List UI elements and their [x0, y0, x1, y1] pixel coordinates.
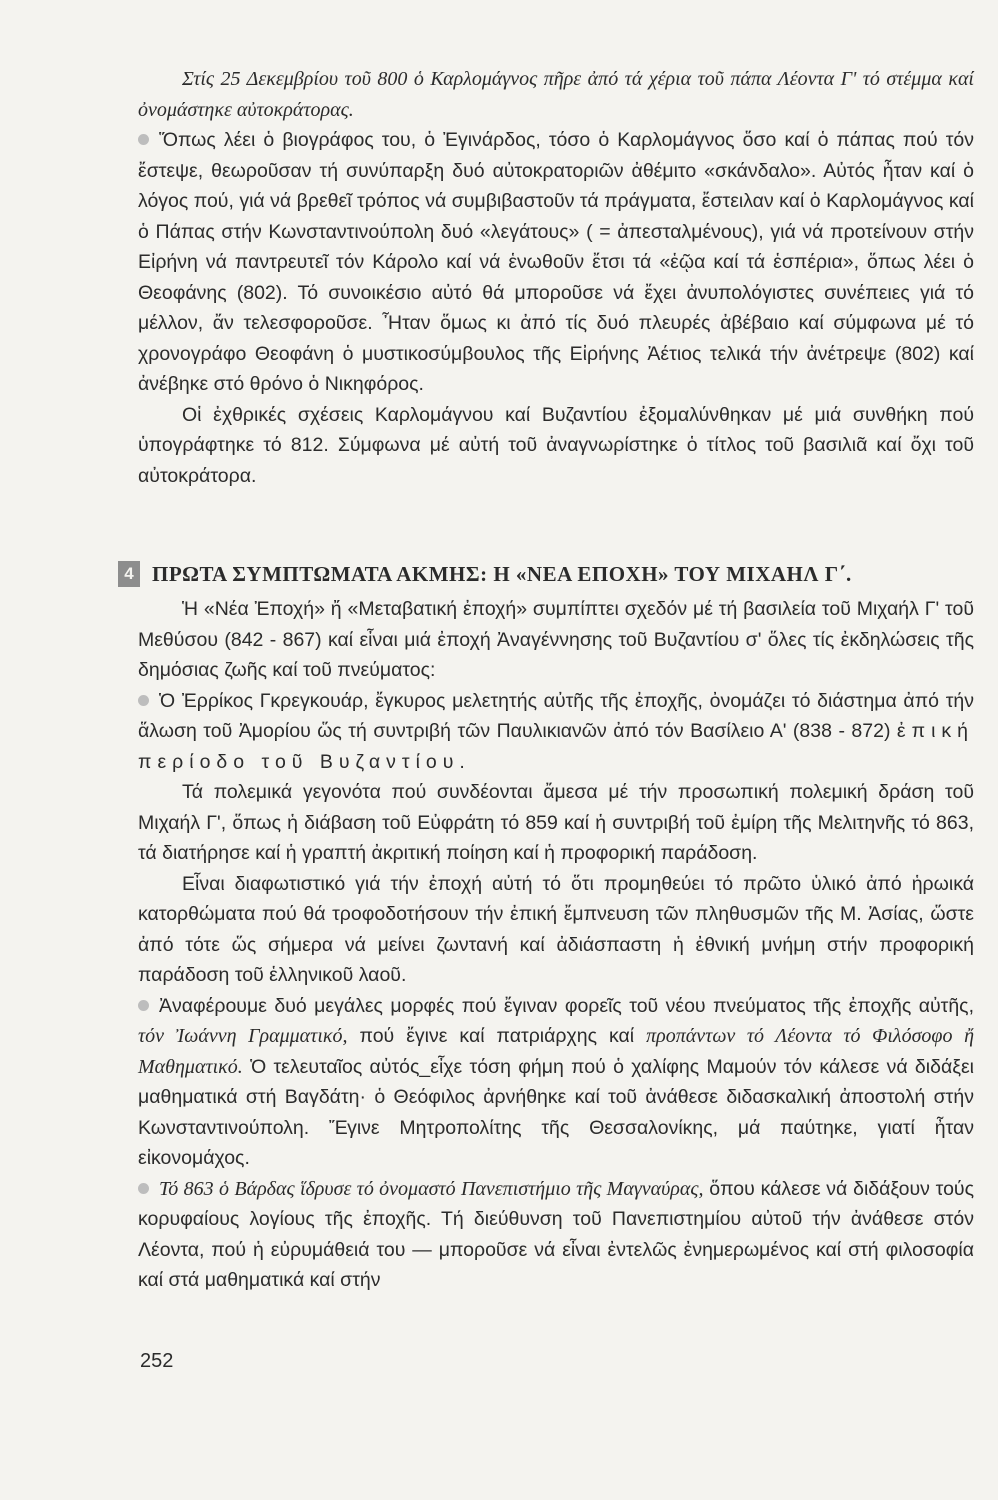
bullet-icon [138, 1183, 149, 1194]
spaced-emphasis: ἐπική περίοδο τοῦ Βυζαντίου. [138, 720, 974, 773]
bullet-icon [138, 1000, 149, 1011]
section-heading [118, 558, 852, 590]
page-number: 252 [140, 1350, 174, 1372]
paragraph-gregoire: Ὁ Ἐρρίκος Γκρεγκουάρ, ἔγκυρος μελετητής αὐτῆς τῆς ἐποχῆς, ὀνομάζει τό διάστημα ἀπό τήν ἅλωση τοῦ Ἀμορίου ὥς τή συντριβή τῶν Παυλικιανῶν ἀπό τόν Βασίλειο Α' (838 - 872) ἐπική περίοδο τοῦ Βυζαντίου. [138, 689, 974, 773]
paragraph-great-figures: Ἀναφέρουμε δυό μεγάλες μορφές πού ἔγιναν φορεῖς τοῦ νέου πνεύματος τῆς ἐποχῆς αὐτῆς, τόν Ἰωάννη Γραμματικό, πού ἔγινε καί πατριάρχης καί προπάντων τό Λέοντα τό Φιλόσοφο ἤ Μαθηματικό. Ὁ τελευταῖος αὐτός_εἶχε τόση φήμη πού ὁ χαλίφης Μαμούν τόν κάλεσε νά διδάξει μαθηματικά στή Βαγδάτη· ὁ Θεόφιλος ἀρνήθηκε καί τοῦ ἀνάθεσε διδασκαλική ἀποστολή στήν Κωνσταντινούπολη. Ἔγινε Μητροπολίτης τῆς Θεσσαλονίκης, μά παύτηκε, γιατί ἦταν εἰκονομάχος. [138, 994, 975, 1169]
bullet-icon [138, 695, 149, 706]
section-title: ΠΡΩΤΑ ΣΥΜΠΤΩΜΑΤΑ ΑΚΜΗΣ: Η «ΝΕΑ ΕΠΟΧΗ» ΤΟΥ ΜΙΧΑΗΛ Γ΄. [152, 561, 852, 586]
section-4-text [138, 594, 974, 1296]
paragraph-treaty-812: Οἱ ἐχθρικές σχέσεις Καρλομάγνου καί Βυζαντίου ἐξομαλύνθηκαν μέ μιά συνθήκη πού ὑπογράφτηκε τό 812. Σύμφωνα μέ αὐτή τοῦ ἀναγνωρίστηκε ὁ τίτλος τοῦ βασιλιᾶ καί ὄχι τοῦ αὐτοκράτορα. [138, 403, 974, 487]
paragraph-magnaura-university: Τό 863 ὁ Βάρδας ἵδρυσε τό ὀνομαστό Πανεπιστήμιο τῆς Μαγναύρας, ὅπου κάλεσε νά διδάξουν τούς κορυφαίους λογίους τῆς ἐποχῆς. Τή διεύθυνση τοῦ Πανεπιστημίου αὐτοῦ τήν ἀνάθεσε στόν Λέοντα, πού ἡ εὐρυμάθειά του — μποροῦσε νά εἶναι ἐντελῶς ἐνημερωμένος καί στή φιλοσοφία καί στά μαθηματικά καί στήν [138, 1177, 974, 1291]
paragraph-new-era: Ἡ «Νέα Ἐποχή» ἤ «Μεταβατική ἐποχή» συμπίπτει σχεδόν μέ τή βασιλεία τοῦ Μιχαήλ Γ' τοῦ Μεθύσου (842 - 867) καί εἶναι μιά ἐποχή Ἀναγέννησης τοῦ Βυζαντίου σ' ὅλες τίς ἐκδηλώσεις τῆς δημόσιας ζωῆς καί τοῦ πνεύματος: [138, 598, 974, 681]
section-number-badge: 4 [118, 561, 140, 587]
paragraph-epic-inspiration: Εἶναι διαφωτιστικό γιά τήν ἐποχή αὐτή τό ὅτι προμηθεύει τό πρῶτο ὑλικό ἀπό ἡρωικά κατορθώματα πού θά τροφοδοτήσουν τήν ἐπική ἔμπνευση τῶν πληθυσμῶν τῆς Μ. Ἀσίας, ὥστε ἀπό τότε ὥς σήμερα νά μείνει ζωντανή καί ἀδιάσπαστη ἡ ἐθνική μνήμη στήν προφορική παράδοση τοῦ ἑλληνικοῦ λαοῦ. [138, 872, 974, 986]
paragraph-einhard: Ὅπως λέει ὁ βιογράφος του, ὁ Ἐγινάρδος, τόσο ὁ Καρλομάγνος ὅσο καί ὁ πάπας πού τόν ἔστεψε, θεωροῦσαν τή συνύπαρξη δυό αὐτοκρατοριῶν ἀθέμιτο «σκάνδαλο». Αὐτός ἦταν καί ὁ λόγος πού, γιά νά βρεθεῖ τρόπος νά συμβιβαστοῦν τά πράγματα, ἔστειλαν καί ὁ Καρλομάγνος καί ὁ Πάπας στήν Κωνσταντινούπολη δυό «λεγάτους» ( = ἀπεσταλμένους), γιά νά προτείνουν στήν Εἰρήνη νά παντρευτεῖ τόν Κάρολο καί νά ἑνωθοῦν ἔτσι τά «ἑῷα καί τά ἑσπέρια», ὅπως λέει ὁ Θεοφάνης (802). Τό συνοικέσιο αὐτό θά μποροῦσε νά ἔχει ἀνυπολόγιστες συνέπειες γιά τό μέλλον, ἄν τελεσφοροῦσε. Ἦταν ὅμως κι ἀπό τίς δυό πλευρές ἀβέβαιο καί σύμφωνα μέ τό χρονογράφο Θεοφάνη ὁ μυστικοσύμβουλος τῆς Εἰρήνης Ἀέτιος τελικά τήν ἀνέτρεψε (802) καί ἀνέβηκε στό θρόνο ὁ Νικηφόρος. [138, 129, 974, 395]
paragraph-military-events: Τά πολεμικά γεγονότα πού συνδέονται ἄμεσα μέ τήν προσωπική πολεμική δράση τοῦ Μιχαήλ Γ', ὅπως ἡ διάβαση τοῦ Εὐφράτη τό 859 καί ἡ συντριβή τοῦ ἐμίρη τῆς Μελιτηνῆς τό 863, τά διατήρησε καί ἡ γραπτή ἀκριτική ποίηση καί ἡ προφορική παράδοση. [138, 781, 974, 864]
paragraph-coronation: Στίς 25 Δεκεμβρίου τοῦ 800 ὁ Καρλομάγνος πῆρε ἀπό τά χέρια τοῦ πάπα Λέοντα Γ' τό στέμμα καί ὀνομάστηκε αὐτοκράτορας. [138, 68, 974, 121]
section-1-text [138, 64, 974, 491]
bullet-icon [138, 134, 149, 145]
